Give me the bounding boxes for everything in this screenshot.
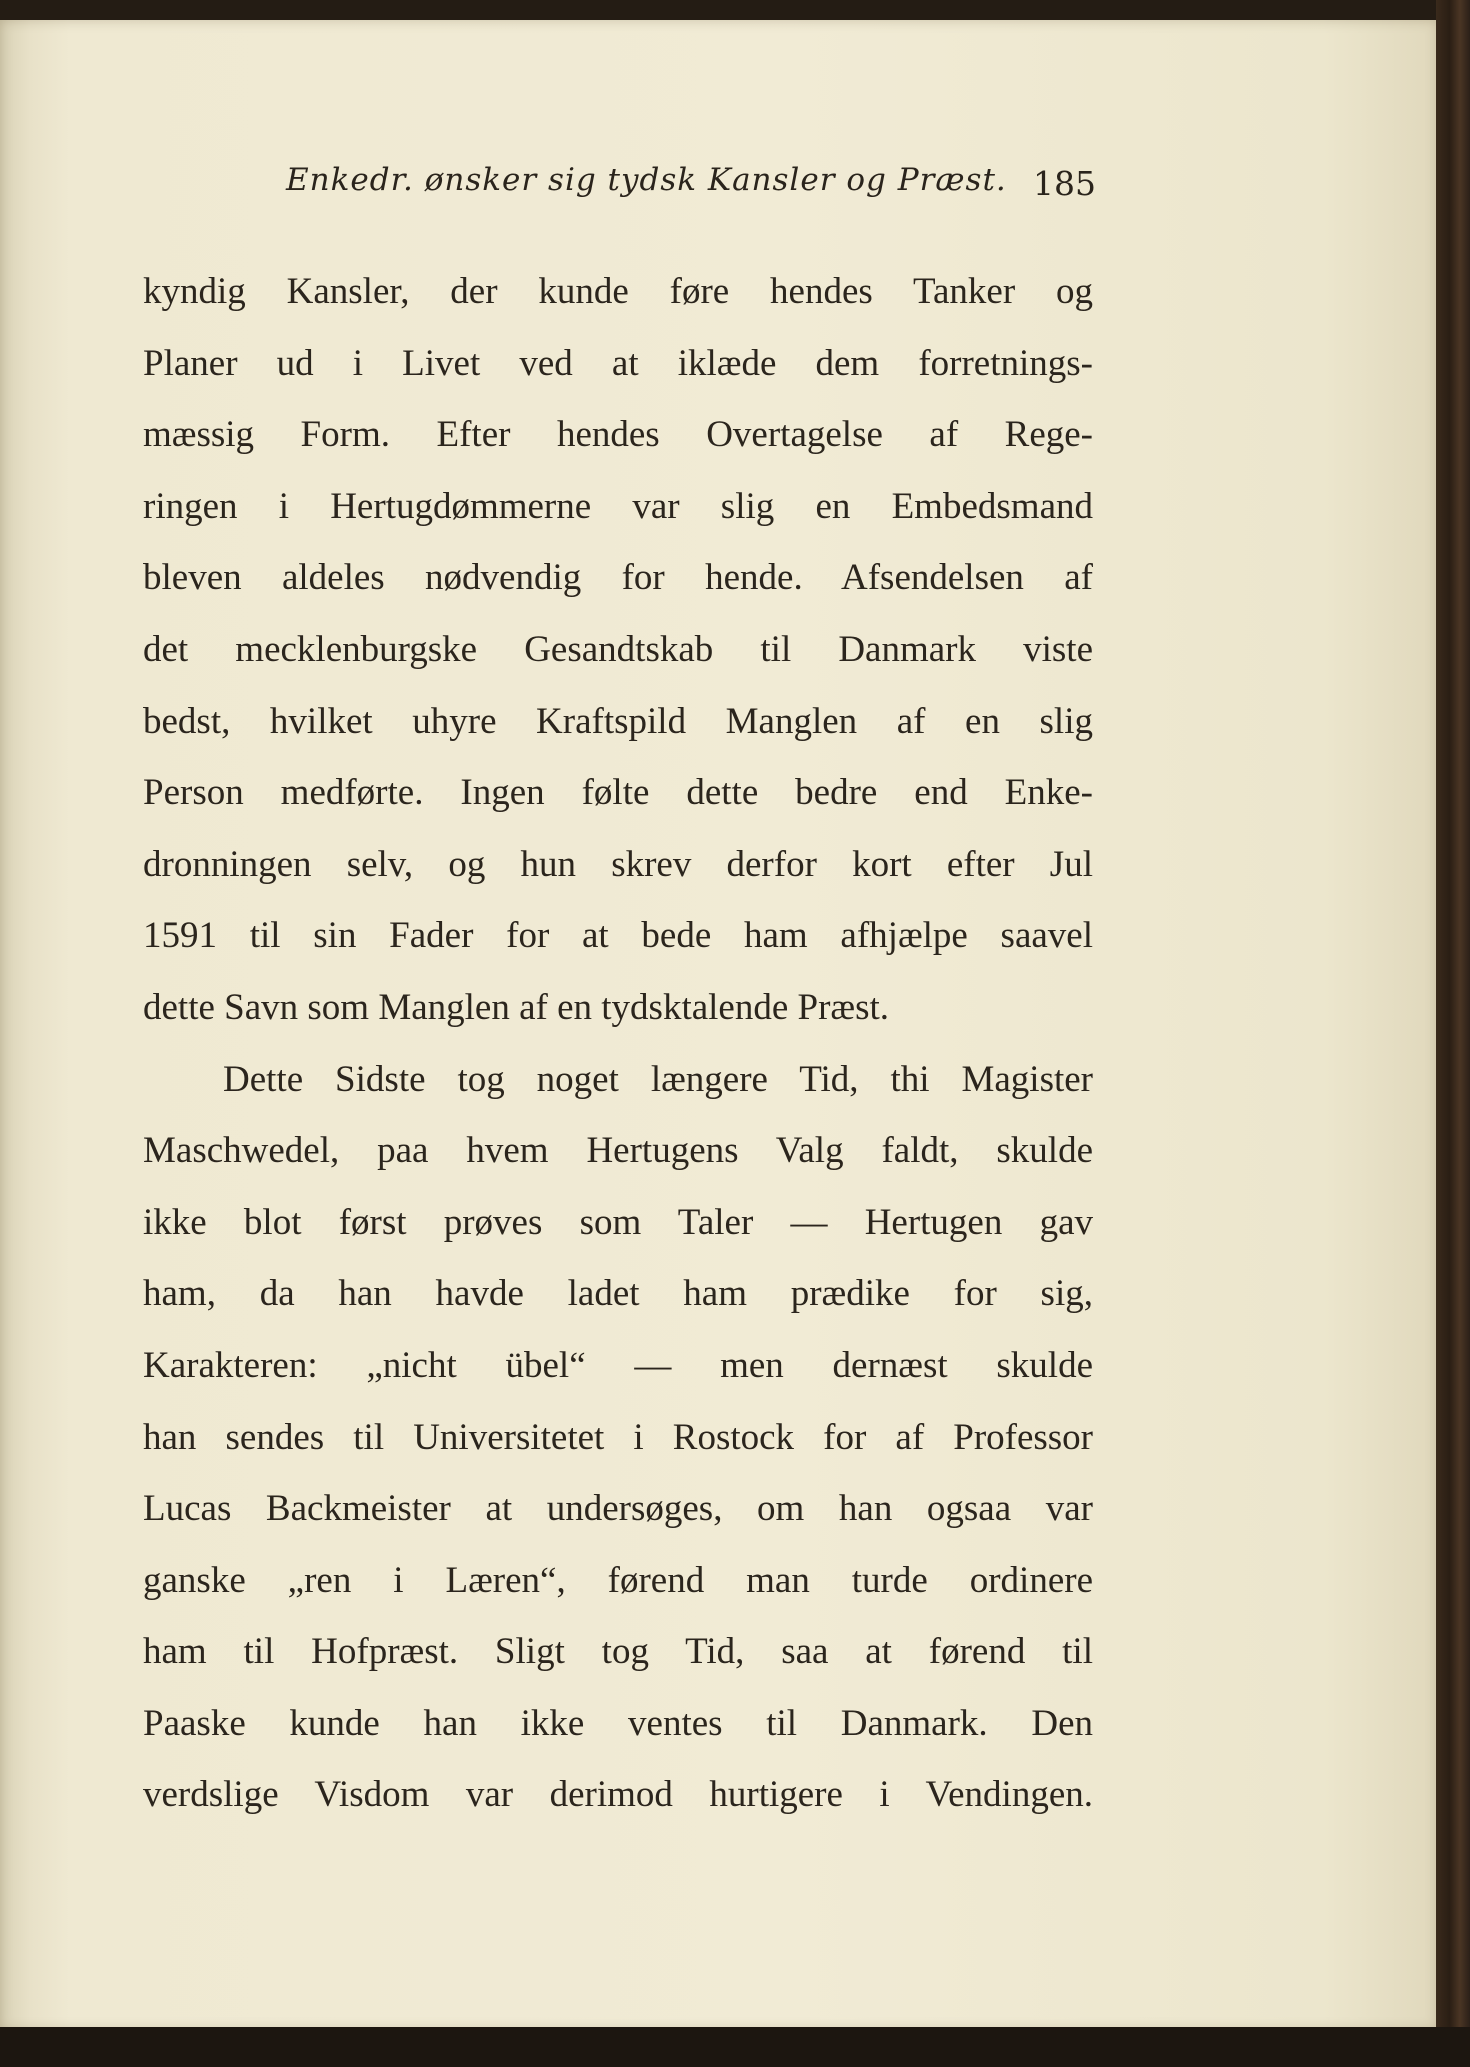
text-line: Lucas Backmeister at undersøges, om han ogsaa var	[143, 1488, 1093, 1530]
text-line: ringen i Hertugdømmerne var slig en Embedsmand	[143, 485, 1093, 527]
text-line: Paaske kunde han ikke ventes til Danmark. Den	[143, 1702, 1093, 1744]
scan-bottom-edge	[0, 2027, 1470, 2067]
text-line: 1591 til sin Fader for at bede ham afhjælpe saavel	[143, 915, 1093, 957]
text-line: ganske „ren i Læren“, førend man turde ordinere	[143, 1559, 1093, 1601]
body-text	[143, 256, 1093, 1831]
text-line: han sendes til Universitetet i Rostock for af Professor	[143, 1416, 1093, 1458]
book-binding-edge	[1436, 0, 1470, 2067]
page-header	[286, 162, 1096, 212]
paragraph-start-line: Dette Sidste tog noget længere Tid, thi Magister	[223, 1058, 1093, 1100]
text-line: Person medførte. Ingen følte dette bedre end Enke-	[143, 772, 1093, 814]
page-number: 185	[1033, 164, 1096, 203]
text-line: bleven aldeles nødvendig for hende. Afsendelsen af	[143, 557, 1093, 599]
text-line: ikke blot først prøves som Taler — Hertugen gav	[143, 1201, 1093, 1243]
paragraph-end-line: dette Savn som Manglen af en tydsktalende Præst.	[143, 986, 890, 1028]
text-line: det mecklenburgske Gesandtskab til Danmark viste	[143, 628, 1093, 670]
text-line: kyndig Kansler, der kunde føre hendes Tanker og	[143, 271, 1093, 312]
text-line: Karakteren: „nicht übel“ — men dernæst skulde	[143, 1344, 1093, 1386]
text-line: verdslige Visdom var derimod hurtigere i Vendingen.	[143, 1774, 1093, 1816]
text-line: mæssig Form. Efter hendes Overtagelse af Rege-	[143, 414, 1093, 456]
text-line: ham, da han havde ladet ham prædike for sig,	[143, 1273, 1093, 1315]
running-title: Enkedr. ønsker sig tydsk Kansler og Præst.	[286, 162, 1007, 198]
text-line: Maschwedel, paa hvem Hertugens Valg faldt, skulde	[143, 1130, 1093, 1172]
book-page	[0, 20, 1438, 2030]
text-line: ham til Hofpræst. Sligt tog Tid, saa at førend til	[143, 1631, 1093, 1673]
text-line: dronningen selv, og hun skrev derfor kort efter Jul	[143, 843, 1093, 885]
text-line: bedst, hvilket uhyre Kraftspild Manglen af en slig	[143, 700, 1093, 742]
text-line: Planer ud i Livet ved at iklæde dem forretnings-	[143, 342, 1093, 384]
